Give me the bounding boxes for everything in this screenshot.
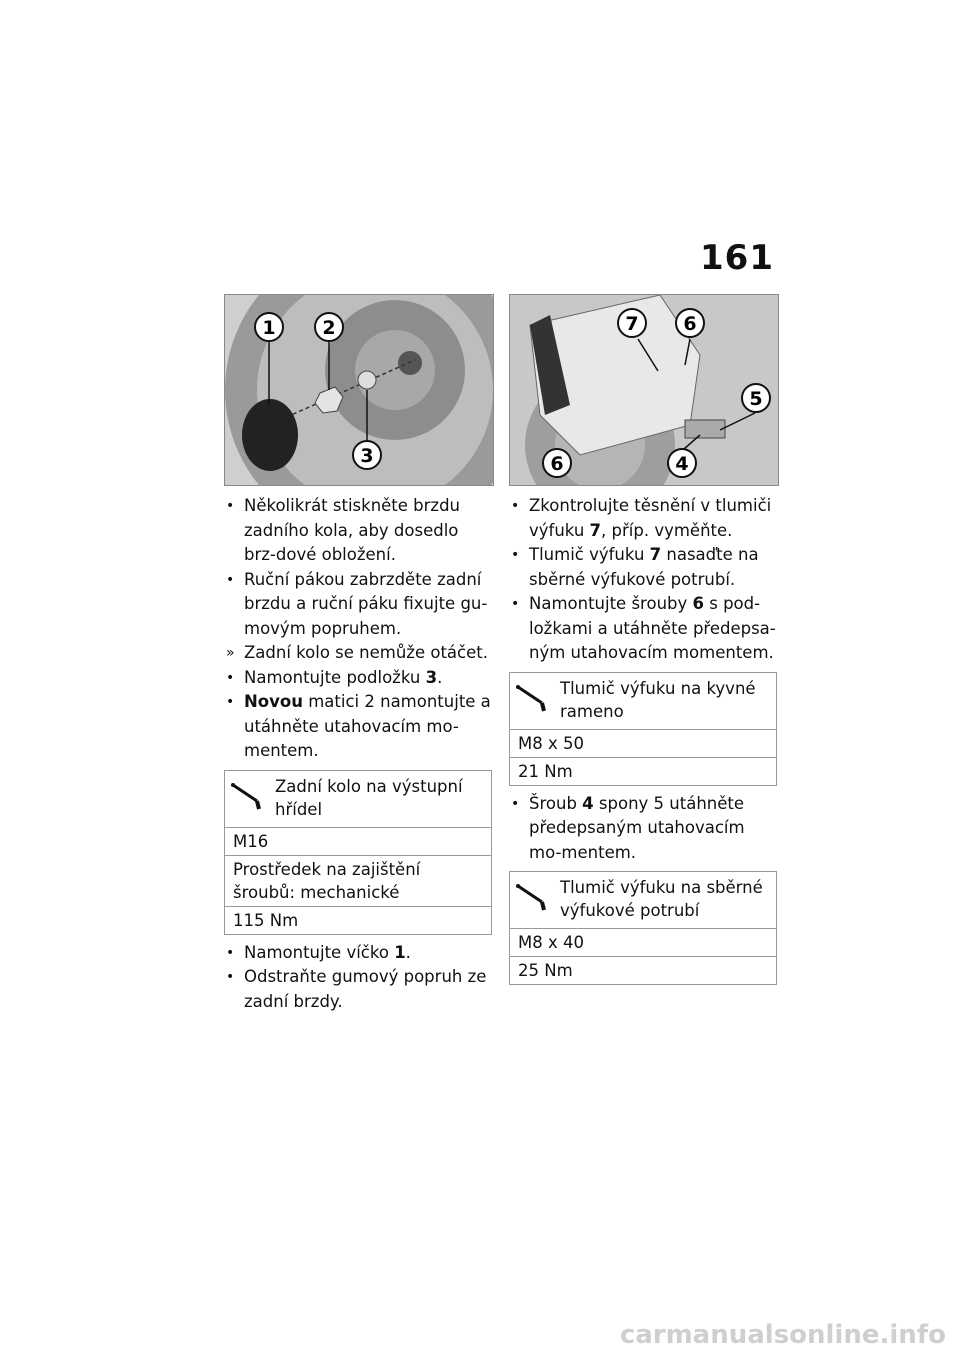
watermark: carmanualsonline.info — [619, 1320, 946, 1350]
page-number: 161 — [700, 238, 774, 278]
callout-5-label: 5 — [749, 388, 763, 410]
list-item: • Několikrát stiskněte brzdu zadního kola, aby dosedlo brz-dové obložení. — [226, 496, 461, 564]
spec-title: Tlumič výfuku na kyvné rameno — [560, 678, 756, 721]
callout-4 — [668, 449, 696, 477]
torque-spec-manifold — [509, 871, 777, 985]
torque-wrench-icon — [516, 683, 552, 719]
spec-header — [510, 673, 776, 730]
list-item: • Namontujte podložku 3. — [226, 667, 443, 687]
list-item: • Ruční pákou zabrzděte zadní brzdu a ruční páku fixujte gu-movým popruhem. — [226, 569, 488, 638]
torque-spec-swingarm — [509, 672, 777, 786]
steps-list-right-a — [509, 494, 779, 666]
spec-title: Tlumič výfuku na sběrné výfukové potrubí — [560, 878, 763, 920]
callout-7-label: 7 — [625, 313, 639, 335]
spec-row: 115 Nm — [233, 910, 299, 930]
list-item: • Namontujte šrouby 6 s pod-ložkami a utáhněte předepsa-ným utahovacím momentem. — [511, 594, 776, 662]
rear-wheel-photo — [224, 294, 494, 486]
spec-row: M16 — [225, 828, 491, 856]
callout-3 — [353, 441, 381, 469]
spec-header — [225, 771, 491, 828]
callout-1-label: 1 — [262, 317, 276, 339]
spec-row: Prostředek na zajištění šroubů: mechanické — [225, 856, 491, 907]
callout-7 — [618, 309, 646, 337]
list-item: • Namontujte víčko 1. — [226, 942, 411, 962]
callout-2 — [315, 313, 343, 341]
list-item: • Tlumič výfuku 7 nasaďte na sběrné výfukové potrubí. — [511, 545, 759, 589]
steps-list-left-b — [224, 941, 494, 1015]
callout-4-label: 4 — [675, 453, 689, 475]
torque-wrench-icon — [231, 781, 267, 817]
list-item: • Odstraňte gumový popruh ze zadní brzdy. — [226, 967, 487, 1011]
spec-row: 21 Nm — [518, 761, 573, 781]
left-column — [224, 294, 494, 1014]
list-item: • Šroub 4 spony 5 utáhněte předepsaným utahovacím mo-mentem. — [511, 793, 745, 862]
spec-row: M8 x 40 — [510, 929, 776, 957]
torque-spec-rear-wheel — [224, 770, 492, 935]
spec-row: M8 x 50 — [510, 730, 776, 758]
list-item: • Zkontrolujte těsnění v tlumiči výfuku 7, příp. vyměňte. — [511, 496, 772, 540]
spec-header — [510, 872, 776, 929]
steps-list-left-a — [224, 494, 494, 764]
list-item: • Novou matici 2 namontujte a utáhněte utahovacím mo-mentem. — [226, 692, 491, 760]
callout-6-bottom-label: 6 — [550, 453, 564, 475]
callout-3-label: 3 — [360, 445, 374, 467]
callout-6-top — [676, 309, 704, 337]
spec-title: Zadní kolo na výstupní hřídel — [275, 776, 463, 819]
steps-list-right-b — [509, 792, 779, 866]
callout-6-top-label: 6 — [683, 313, 697, 335]
callout-2-label: 2 — [322, 317, 336, 339]
callout-6-bottom — [543, 449, 571, 477]
spec-row: 25 Nm — [518, 961, 573, 980]
callout-1 — [255, 313, 283, 341]
exhaust-photo — [509, 294, 779, 486]
callout-5 — [742, 384, 770, 412]
right-column — [509, 294, 779, 991]
torque-wrench-icon — [516, 882, 552, 918]
list-item: » Zadní kolo se nemůže otáčet. — [226, 643, 488, 662]
